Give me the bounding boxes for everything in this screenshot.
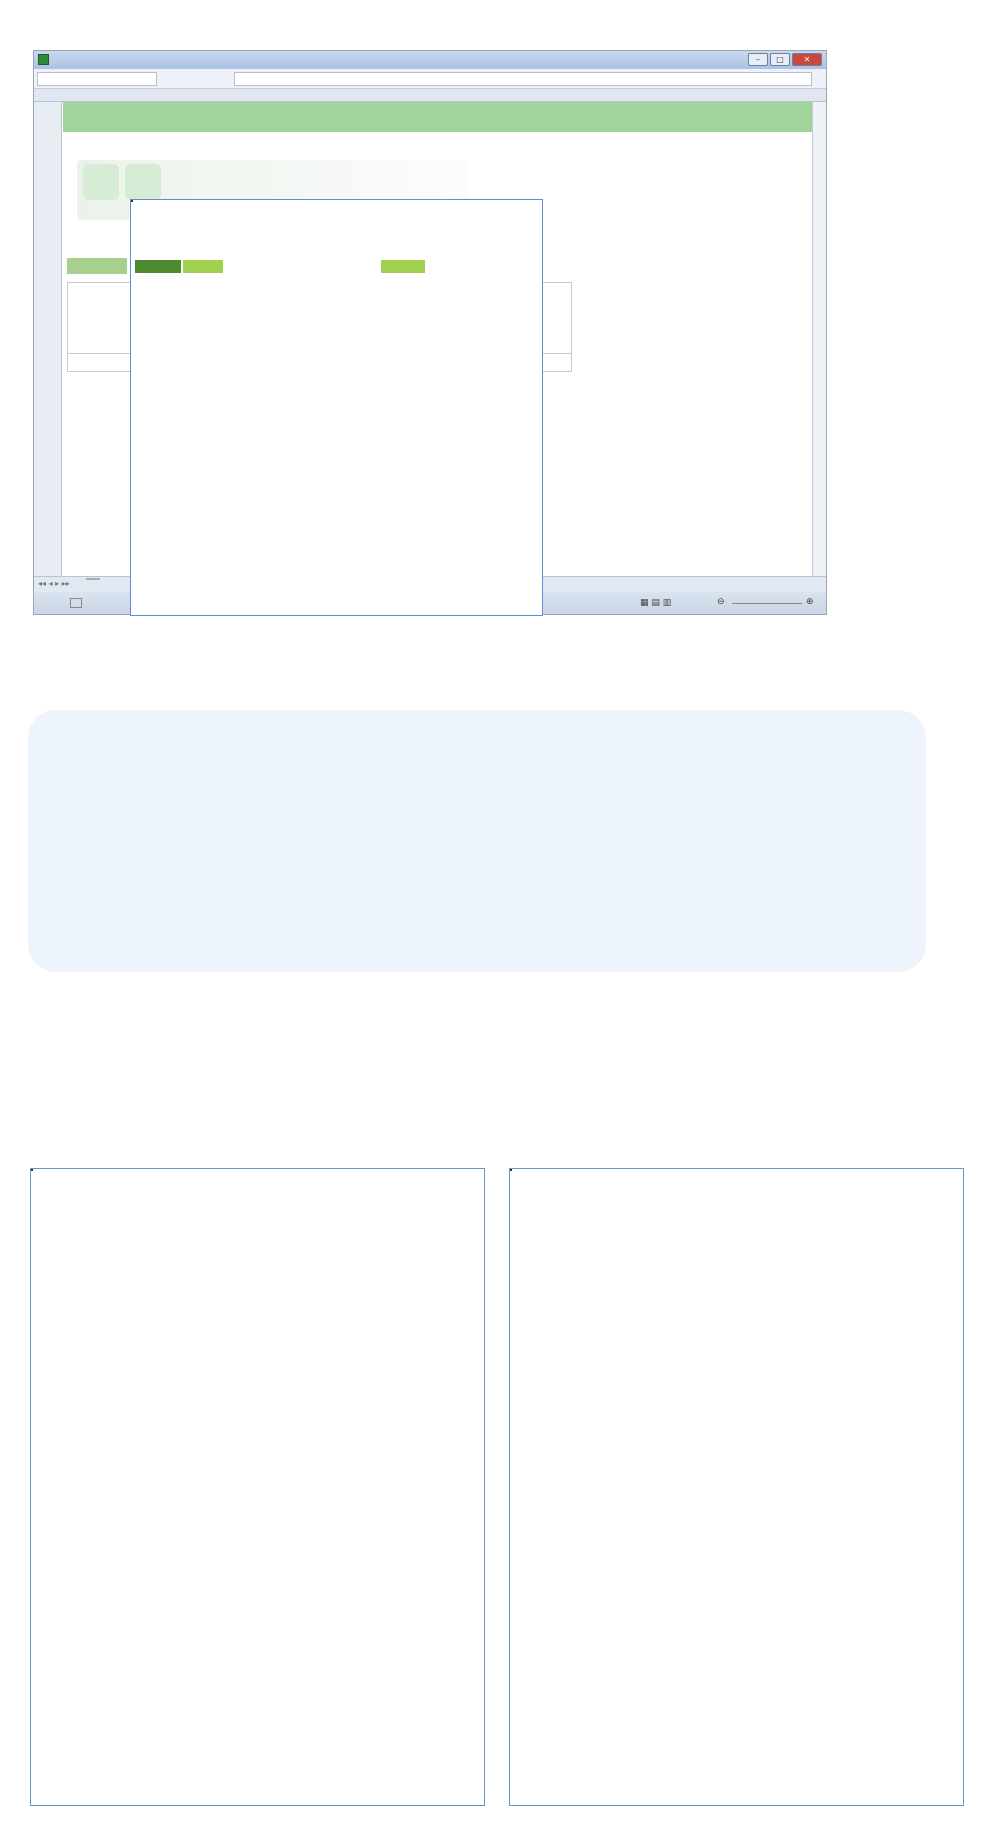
zoom-out-icon[interactable]: ⊖ xyxy=(717,597,725,607)
bg-pencil-icon xyxy=(83,164,119,200)
excel-app-icon xyxy=(38,54,49,65)
view-buttons[interactable]: ▦ ▤ ▥ xyxy=(640,598,672,608)
feature-notes xyxy=(28,710,926,972)
name-box[interactable] xyxy=(37,72,157,86)
formula-bar xyxy=(34,69,826,89)
program-banner xyxy=(63,102,812,132)
doc-info-row xyxy=(135,260,533,273)
vertical-scrollbar[interactable] xyxy=(812,102,826,576)
zoom-slider[interactable] xyxy=(732,603,802,604)
bg-load-icon xyxy=(125,164,161,200)
preview-document xyxy=(510,1169,512,1171)
macro-record-icon[interactable] xyxy=(70,598,82,608)
maximize-icon[interactable]: □ xyxy=(770,53,790,66)
bg-doc-info-tab xyxy=(67,258,127,274)
row-headers xyxy=(34,102,62,576)
zoom-in-icon[interactable]: ⊕ xyxy=(806,597,814,607)
column-headers xyxy=(34,89,826,102)
subject-label xyxy=(183,260,223,273)
tab-nav-icon[interactable]: ◂◂ ◂ ▸ ▸▸ xyxy=(38,579,70,588)
sheet-tab[interactable] xyxy=(86,578,100,580)
print-preview-page-2 xyxy=(509,1168,964,1806)
print-preview-page-1 xyxy=(30,1168,485,1806)
minimize-icon[interactable]: – xyxy=(748,53,768,66)
formula-input[interactable] xyxy=(234,72,812,86)
window-title-bar xyxy=(34,51,826,69)
close-icon[interactable]: ✕ xyxy=(792,53,822,66)
doc-info-label xyxy=(135,260,181,273)
saved-label xyxy=(381,260,425,273)
receipt-list-form xyxy=(130,199,543,616)
receipt-document xyxy=(131,200,133,202)
preview-document xyxy=(31,1169,33,1171)
